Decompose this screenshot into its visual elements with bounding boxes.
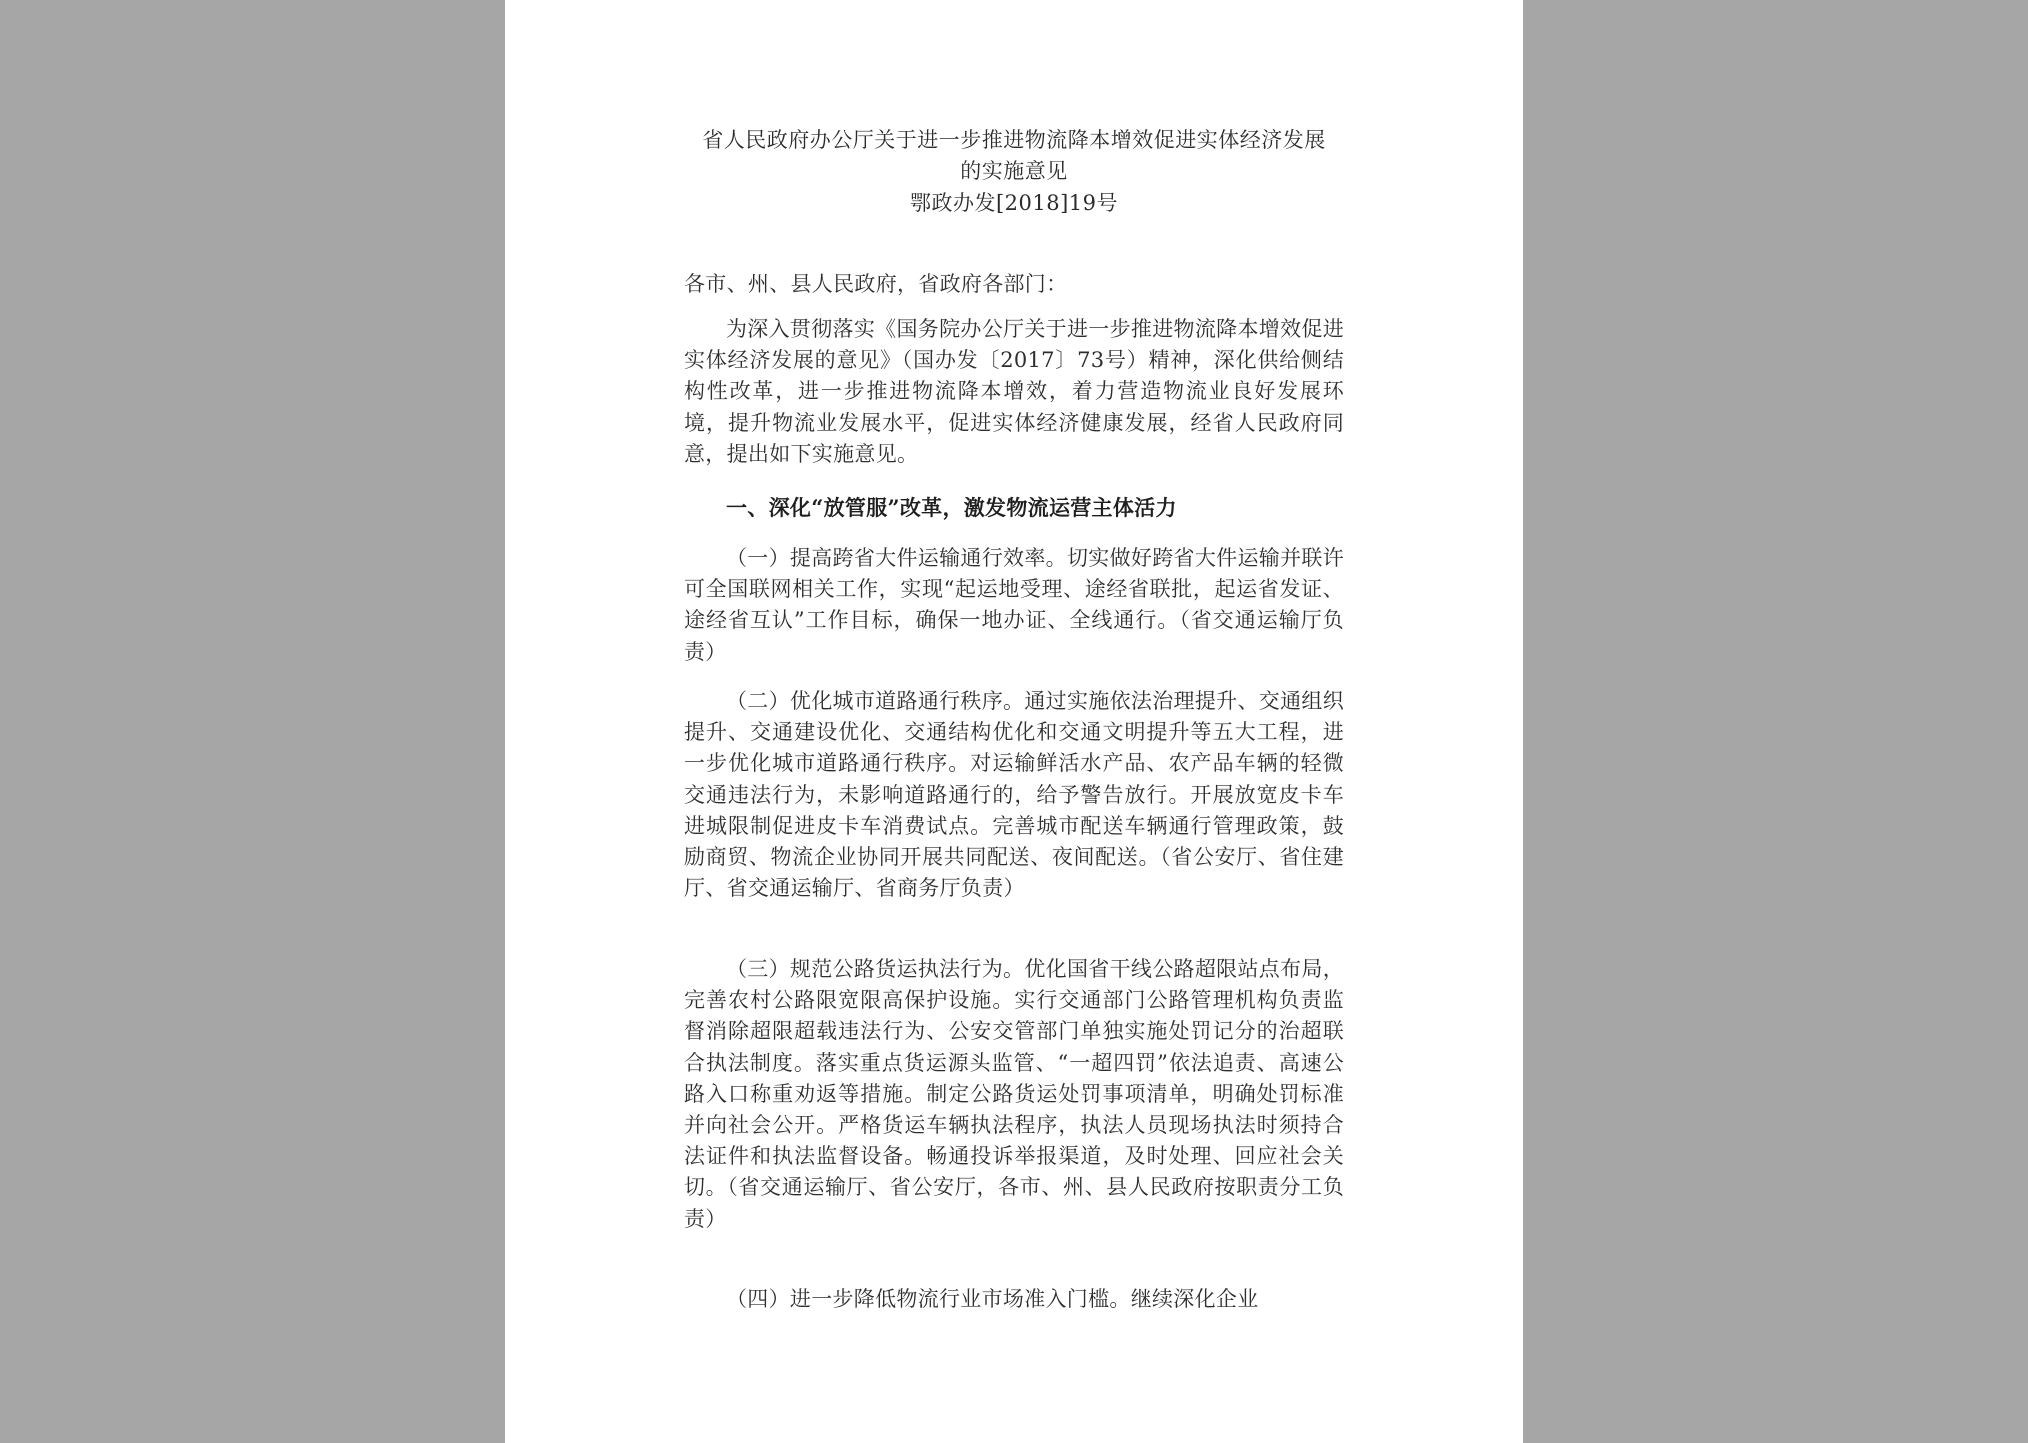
item-paragraph: （四）进一步降低物流行业市场准入门槛。继续深化企业: [726, 1287, 1259, 1311]
document-title-line-2: 的实施意见: [960, 159, 1068, 183]
item-paragraph: （三）规范公路货运执法行为。优化国省干线公路超限站点布局，完善农村公路限宽限高保护设施。实行交通部门公路管理机构负责监督消除超限超载违法行为、公安交管部门单独实施处罚记分的治超联合执法制度。落实重点货运源头监管、“一超四罚”依法追责、高速公路入口称重劝返等措施。制定公路货运处罚事项清单，明确处罚标准并向社会公开。严格货运车辆执法程序，执法人员现场执法时须持合法证件和执法监督设备。畅通投诉举报渠道，及时处理、回应社会关切。（省交通运输厅、省公安厅，各市、州、县人民政府按职责分工负责）: [684, 957, 1344, 1231]
document-number: 鄂政办发[2018]19号: [909, 191, 1119, 215]
section-heading: 一、深化“放管服”改革，激发物流运营主体活力: [726, 495, 1177, 520]
salutation: 各市、州、县人民政府，省政府各部门：: [684, 272, 1068, 296]
intro-paragraph: 为深入贯彻落实《国务院办公厅关于进一步推进物流降本增效促进实体经济发展的意见》（国办发〔2017〕73号）精神，深化供给侧结构性改革，进一步推进物流降本增效，着力营造物流业良好发展环境，提升物流业发展水平，促进实体经济健康发展，经省人民政府同意，提出如下实施意见。: [684, 317, 1344, 466]
document-page: [505, 0, 1523, 1443]
document-title-line-1: 省人民政府办公厅关于进一步推进物流降本增效促进实体经济发展: [702, 128, 1326, 152]
item-paragraph: （一）提高跨省大件运输通行效率。切实做好跨省大件运输并联许可全国联网相关工作，实现“起运地受理、途经省联批，起运省发证、途经省互认”工作目标，确保一地办证、全线通行。（省交通运输厅负责）: [684, 546, 1344, 664]
item-paragraph: （二）优化城市道路通行秩序。通过实施依法治理提升、交通组织提升、交通建设优化、交通结构优化和交通文明提升等五大工程，进一步优化城市道路通行秩序。对运输鲜活水产品、农产品车辆的轻微交通违法行为，未影响道路通行的，给予警告放行。开展放宽皮卡车进城限制促进皮卡车消费试点。完善城市配送车辆通行管理政策，鼓励商贸、物流企业协同开展共同配送、夜间配送。（省公安厅、省住建厅、省交通运输厅、省商务厅负责）: [684, 689, 1344, 901]
